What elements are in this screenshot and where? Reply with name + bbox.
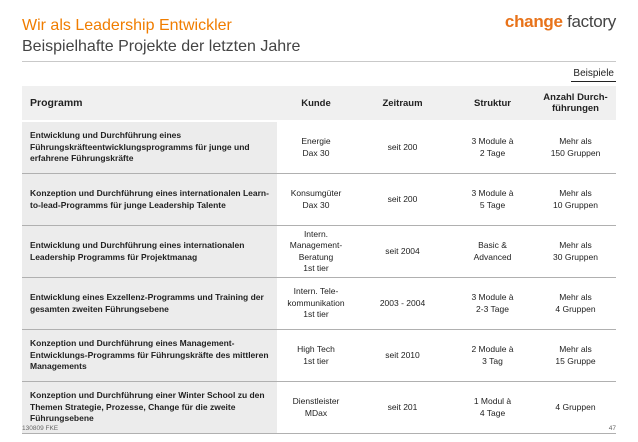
- examples-tag: Beispiele: [571, 68, 616, 82]
- table-row: [22, 330, 616, 382]
- table-header-row: [22, 86, 616, 121]
- projects-table: [22, 86, 616, 434]
- cell-anzahl: 4 Gruppen: [535, 382, 616, 434]
- cell-struktur: Basic & Advanced: [450, 226, 535, 278]
- cell-kunde: Intern. Tele- kommunikation 1st tier: [277, 278, 355, 330]
- cell-programm: Entwicklung eines Exzellenz-Programms und Training der gesamten zweiten Führungsebene: [22, 278, 277, 330]
- page-title: Wir als Leadership Entwickler: [22, 17, 232, 34]
- header-divider: [22, 61, 616, 62]
- table-row: [22, 121, 616, 174]
- table-row: [22, 174, 616, 226]
- cell-zeitraum: seit 200: [355, 174, 450, 226]
- cell-zeitraum: seit 200: [355, 121, 450, 174]
- cell-zeitraum: seit 2004: [355, 226, 450, 278]
- cell-programm: Konzeption und Durchführung einer Winter School zu den Themen Strategie, Prozesse, Change für die zweite Führungsebene: [22, 382, 277, 434]
- table-row: [22, 278, 616, 330]
- cell-programm: Entwicklung und Durchführung eines Führungskräfteentwicklungsprogramms für junge und erfahrene Führungskräfte: [22, 121, 277, 174]
- cell-programm: Entwicklung und Durchführung eines internationalen Leadership Programms für Projektmanag: [22, 226, 277, 278]
- header-struktur: Struktur: [450, 86, 535, 121]
- cell-anzahl: Mehr als 30 Gruppen: [535, 226, 616, 278]
- cell-anzahl: Mehr als 15 Gruppe: [535, 330, 616, 382]
- page-subtitle: Beispielhafte Projekte der letzten Jahre: [22, 38, 301, 55]
- table-row: [22, 382, 616, 434]
- header-anzahl: Anzahl Durch- führungen: [535, 86, 616, 121]
- cell-struktur: 3 Module à 5 Tage: [450, 174, 535, 226]
- cell-programm: Konzeption und Durchführung eines internationalen Learn-to-lead-Programms für junge Leadership Talente: [22, 174, 277, 226]
- logo-word: factory: [567, 12, 616, 31]
- cell-anzahl: Mehr als 150 Gruppen: [535, 121, 616, 174]
- cell-struktur: 3 Module à 2-3 Tage: [450, 278, 535, 330]
- header-zeitraum: Zeitraum: [355, 86, 450, 121]
- cell-kunde: Dienstleister MDax: [277, 382, 355, 434]
- logo-brand: change: [504, 12, 563, 31]
- cell-kunde: Konsumgüter Dax 30: [277, 174, 355, 226]
- cell-zeitraum: 2003 - 2004: [355, 278, 450, 330]
- footer-code: 130809 FKE: [22, 425, 59, 432]
- table-row: [22, 226, 616, 278]
- cell-kunde: Intern. Management- Beratung 1st tier: [277, 226, 355, 278]
- page-number: 47: [608, 425, 616, 432]
- cell-zeitraum: seit 201: [355, 382, 450, 434]
- header-programm: Programm: [22, 86, 277, 121]
- logo: [505, 12, 616, 32]
- cell-kunde: High Tech 1st tier: [277, 330, 355, 382]
- header-kunde: Kunde: [277, 86, 355, 121]
- cell-struktur: 3 Module à 2 Tage: [450, 121, 535, 174]
- cell-programm: Konzeption und Durchführung eines Management-Entwicklungs-Programms für Führungskräfte des mittleren Managements: [22, 330, 277, 382]
- cell-zeitraum: seit 2010: [355, 330, 450, 382]
- cell-anzahl: Mehr als 10 Gruppen: [535, 174, 616, 226]
- cell-struktur: 1 Modul à 4 Tage: [450, 382, 535, 434]
- cell-kunde: Energie Dax 30: [277, 121, 355, 174]
- cell-struktur: 2 Module à 3 Tag: [450, 330, 535, 382]
- cell-anzahl: Mehr als 4 Gruppen: [535, 278, 616, 330]
